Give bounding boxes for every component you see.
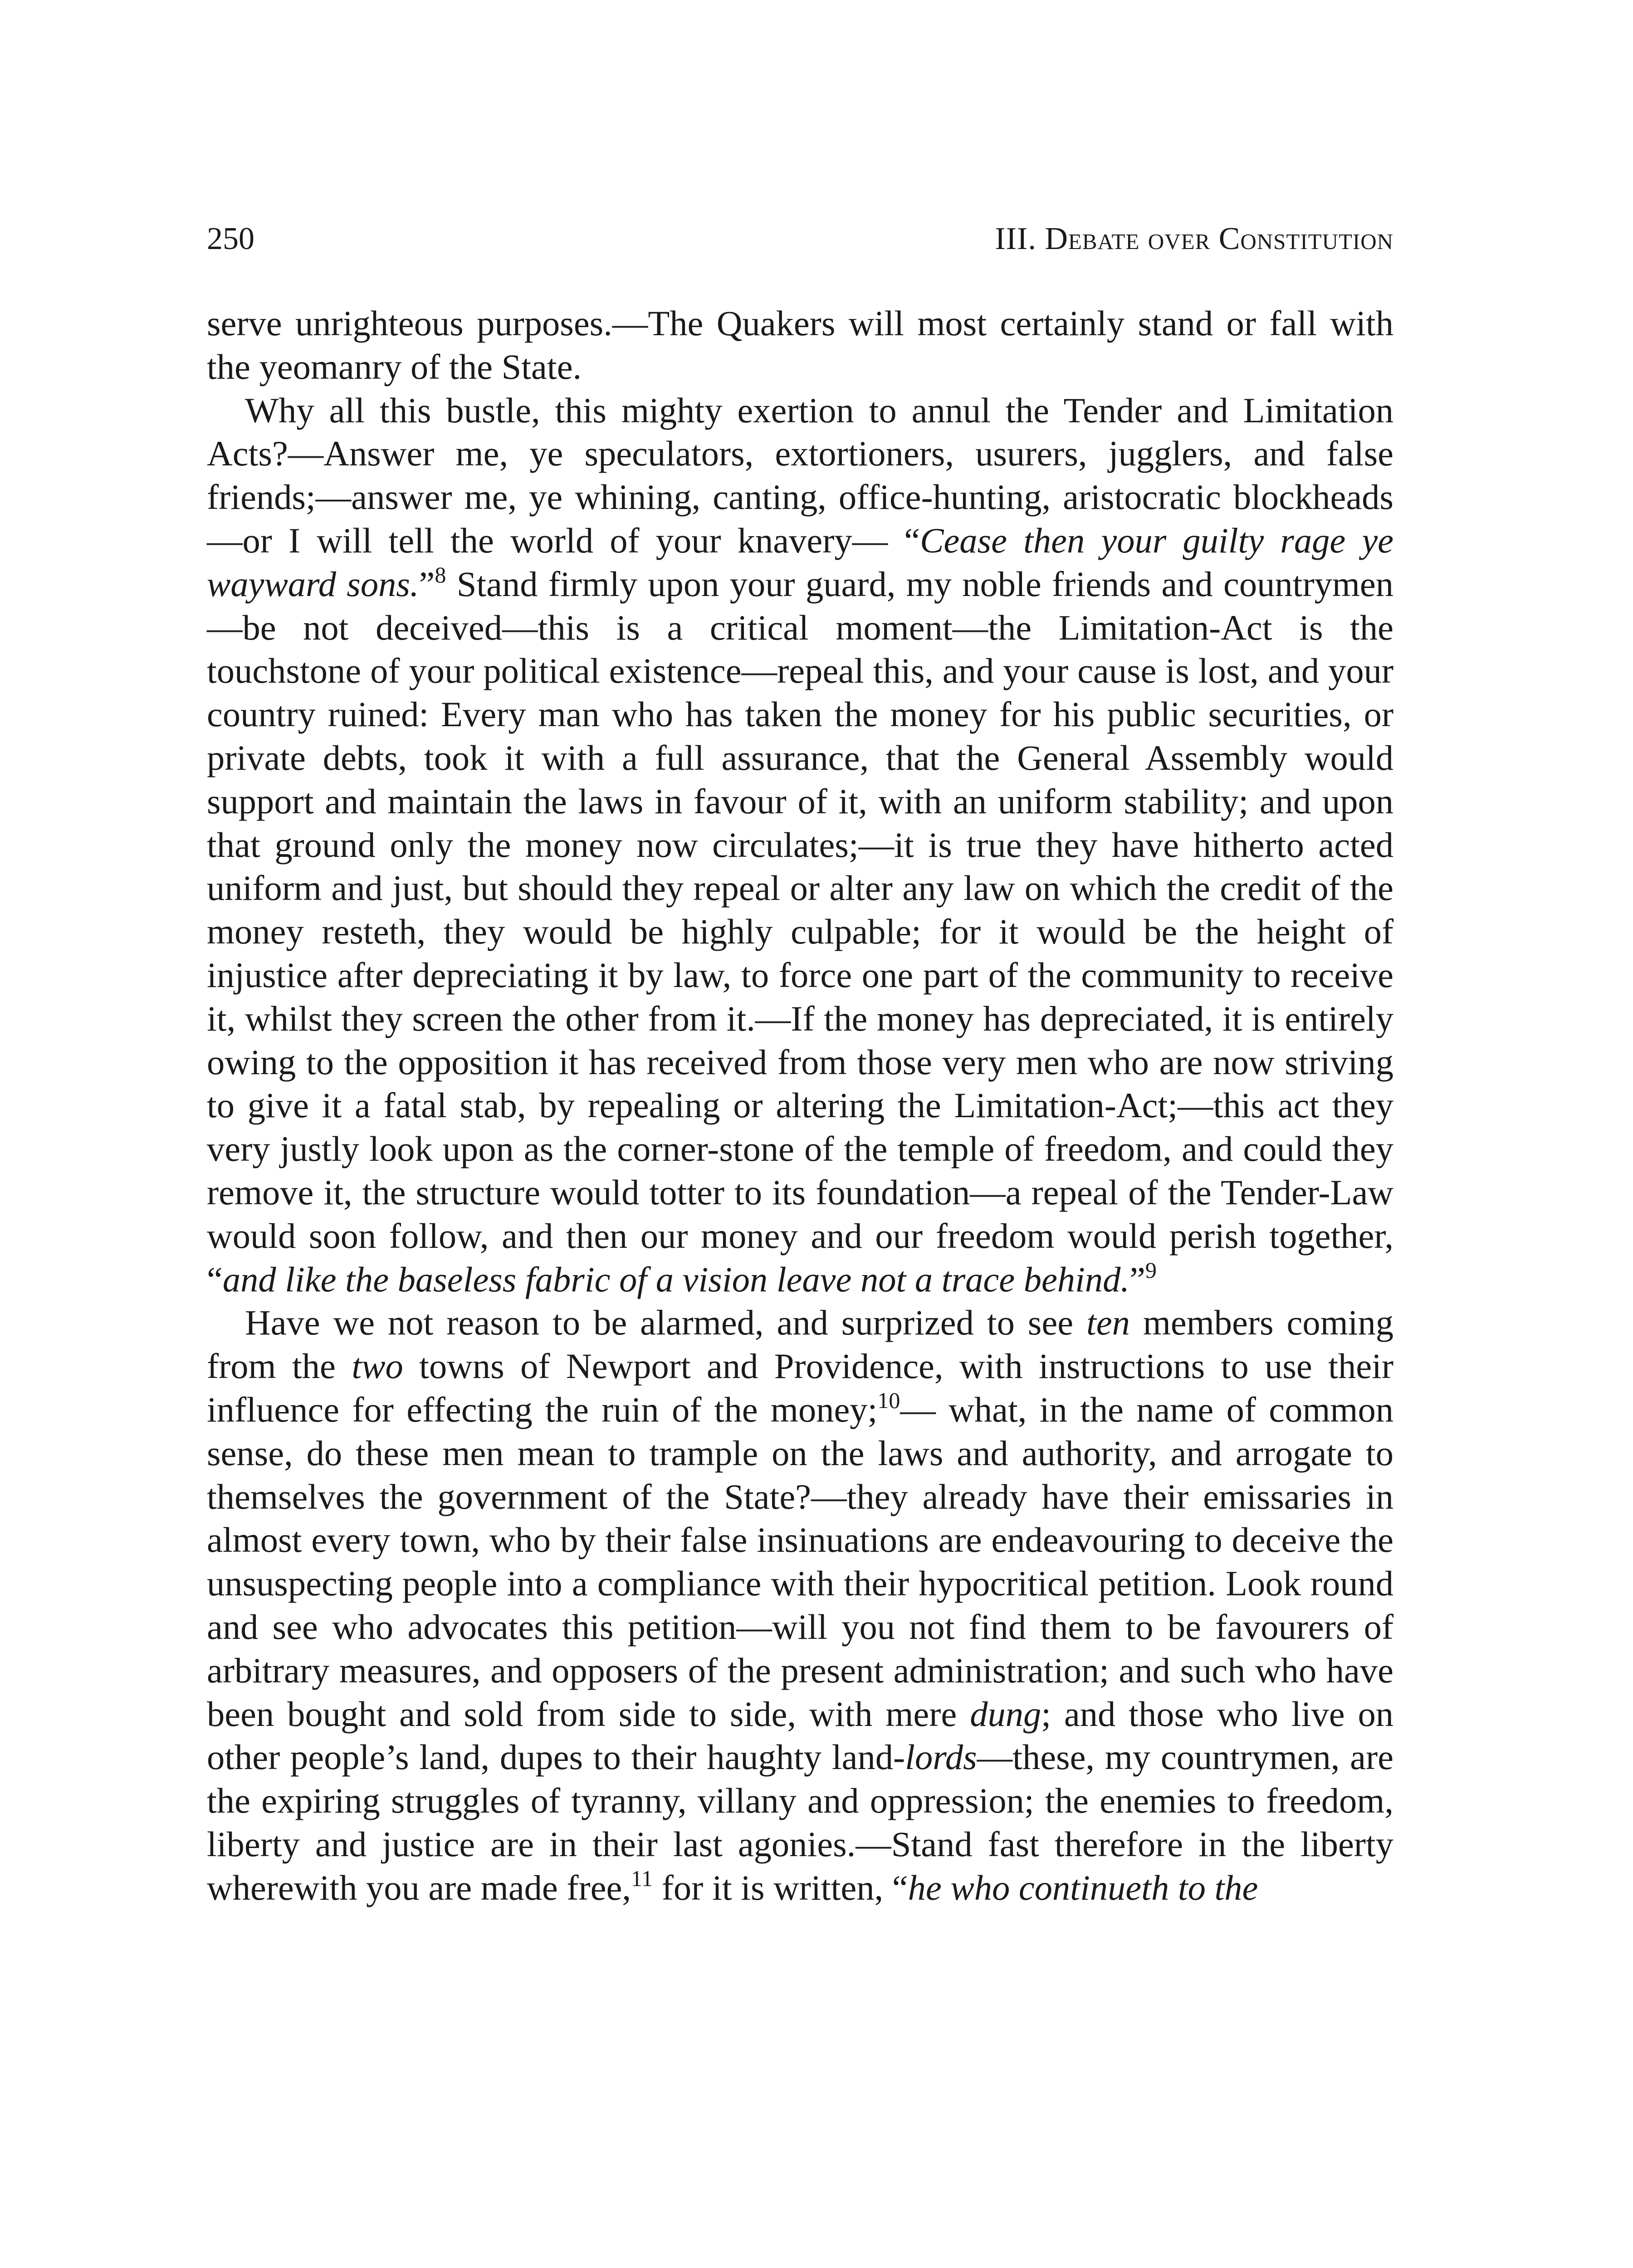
emphasis-ten: ten	[1086, 1303, 1130, 1343]
footnote-ref-9: 9	[1145, 1257, 1157, 1283]
paragraph-text: Have we not reason to be alarmed, and surprized to see	[245, 1303, 1086, 1343]
emphasis-lords: lords	[905, 1737, 977, 1777]
section-title: III. Debate over Constitution	[995, 221, 1393, 256]
body-text	[207, 302, 1393, 1909]
paragraph-text: members coming from the	[207, 1303, 1393, 1386]
quotation-guilty-rage: Cease then your guilty rage ye wayward sons.	[207, 520, 1393, 604]
closing-quote: ”	[419, 564, 435, 604]
emphasis-two: two	[352, 1346, 403, 1386]
closing-quote: ”	[1129, 1259, 1145, 1299]
emphasis-dung: dung	[970, 1694, 1041, 1734]
paragraph-text: serve unrighteous purposes.—The Quakers will most certainly stand or fall with the yeomanry of the State.	[207, 303, 1393, 386]
quotation-continueth: he who continueth to the	[908, 1867, 1258, 1907]
paragraph-tender-limitation-acts	[207, 389, 1393, 1301]
paragraph-text: towns of Newport and Providence, with instructions to use their influence for effecting the ruin of the money;	[207, 1346, 1394, 1429]
footnote-ref-8: 8	[435, 562, 446, 587]
paragraph-text: Why all this bustle, this mighty exertion to annul the Tender and Limitation Acts?—Answer me, ye speculators, extortioners, usurers, jugglers, and false friends;—answer me, ye whining, canting, office-hunting, aristocratic blockheads—or I will tell the world of your knavery— “	[207, 390, 1393, 560]
footnote-ref-10: 10	[877, 1387, 900, 1413]
paragraph-text: —these, my countrymen, are the expiring struggles of tyranny, villany and oppression; the enemies to freedom, liberty and justice are in their last agonies.—Stand fast therefore in the liberty wherewith you are made free,	[207, 1737, 1393, 1907]
paragraph-continuation	[207, 302, 1393, 389]
paragraph-text: for it is written, “	[653, 1867, 908, 1907]
quotation-baseless-fabric: and like the baseless fabric of a vision leave not a trace behind.	[222, 1259, 1129, 1299]
running-head	[207, 219, 1393, 259]
paragraph-newport-providence	[207, 1301, 1393, 1909]
paragraph-text: — what, in the name of common sense, do these men mean to trample on the laws and authority, and arrogate to themselves the government of the State?—they already have their emissaries in almost every town, who by their false insinuations are endeavouring to deceive the unsuspecting people into a compliance with their hypocritical petition. Look round and see who advocates this petition—will you not find them to be favourers of arbitrary measures, and opposers of the present administration; and such who have been bought and sold from side to side, with mere	[207, 1389, 1393, 1734]
page-number: 250	[207, 221, 254, 256]
footnote-ref-11: 11	[631, 1865, 653, 1891]
paragraph-text: ; and those who live on other people’s land, dupes to their haughty land-	[207, 1694, 1393, 1777]
paragraph-text: Stand firmly upon your guard, my noble friends and countrymen—be not deceived—this is a critical moment—the Limitation-Act is the touchstone of your political existence—repeal this, and your cause is lost, and your country ruined: Every man who has taken the money for his public securities, or private debts, took it with a full assurance, that the General Assembly would support and maintain the laws in favour of it, with an uniform stability; and upon that ground only the money now circulates;—it is true they have hitherto acted uniform and just, but should they repeal or alter any law on which the credit of the money resteth, they would be highly culpable; for it would be the height of injustice after depreciating it by law, to force one part of the community to receive it, whilst they screen the other from it.—If the money has depreciated, it is entirely owing to the opposition it has received from those very men who are now striving to give it a fatal stab, by repealing or altering the Limitation-Act;—this act they very justly look upon as the corner-stone of the temple of freedom, and could they remove it, the structure would totter to its foundation—a repeal of the Tender-Law would soon follow, and then our money and our freedom would perish together, “	[207, 564, 1393, 1299]
